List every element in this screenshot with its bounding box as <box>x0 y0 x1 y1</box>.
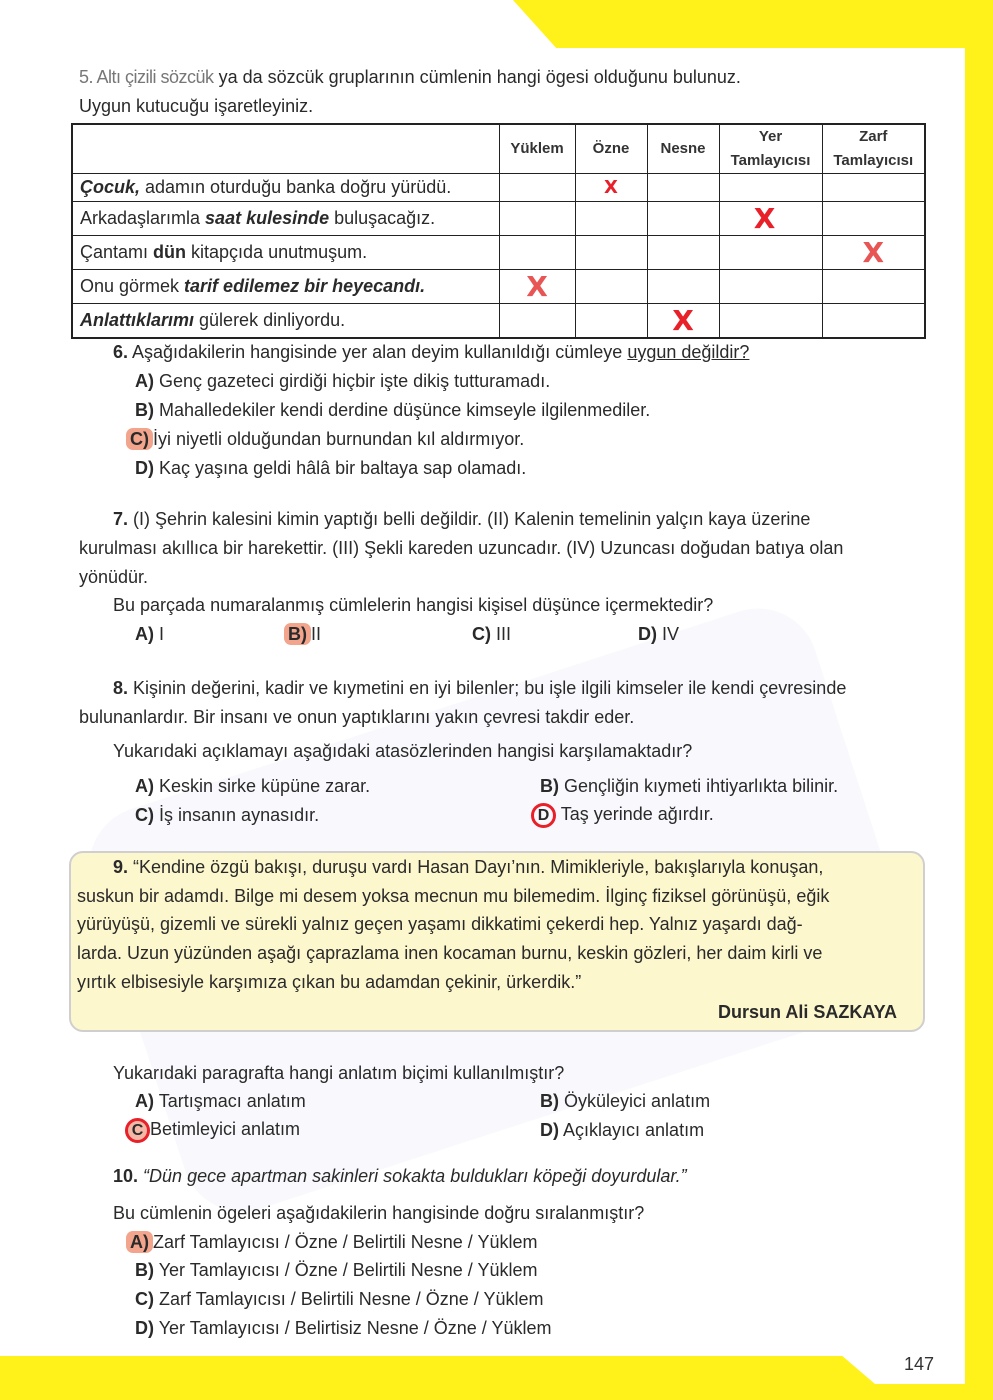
table-cell-sentence: Çantamı dün kitapçıda unutmuşum. <box>72 236 499 270</box>
element-table <box>71 123 926 339</box>
table-row <box>72 304 925 339</box>
q9-option-b[interactable]: B) Öyküleyici anlatım <box>540 1091 711 1111</box>
checkbox-cell[interactable] <box>822 304 925 339</box>
question-9-line-1: 9. “Kendine özgü bakışı, duruşu vardı Hasan Dayı’nın. Mimikleriyle, bakışlarıyla konuşan, <box>113 857 824 877</box>
q7-option-a[interactable]: A) I <box>135 624 165 644</box>
checkbox-cell[interactable] <box>647 174 719 202</box>
table-header-ozne: Özne <box>575 124 647 174</box>
page-decoration-right <box>965 0 993 1400</box>
x-mark-icon: X <box>604 177 618 198</box>
x-mark-icon: X <box>862 236 885 269</box>
q7-option-b[interactable]: B) II <box>284 623 321 645</box>
q6-option-a[interactable]: A) Genç gazeteci girdiği hiçbir işte dikiş tutturamadı. <box>135 371 551 391</box>
selected-answer-highlight: C) <box>126 428 153 450</box>
table-cell-sentence: Anlattıklarımı gülerek dinliyordu. <box>72 304 499 339</box>
checkbox-cell[interactable] <box>719 202 822 236</box>
question-8-question: Yukarıdaki açıklamayı aşağıdaki atasözlerinden hangisi karşılamaktadır? <box>113 741 693 761</box>
question-7-question: Bu parçada numaralanmış cümlelerin hangisi kişisel düşünce içermektedir? <box>113 595 714 615</box>
question-9-line-3: yürüyüşü, gizemli ve sürekli yalnız geçen yaşamı dikkatimi çekerdi hep. Yalnız yaşardı dağ- <box>77 914 803 934</box>
q6-option-b[interactable]: B) Mahalledekiler kendi derdine düşünce kimseyle ilgilenmediler. <box>135 400 651 420</box>
table-header-blank <box>72 124 499 174</box>
checkbox-cell[interactable] <box>499 304 575 339</box>
q6-option-c[interactable]: C) İyi niyetli olduğundan burnundan kıl aldırmıyor. <box>126 428 524 450</box>
question-5-instruction: 5. Altı çizili sözcük ya da sözcük gruplarının cümlenin hangi ögesi olduğunu bulunuz. <box>79 67 741 87</box>
question-5-instruction-2: Uygun kutucuğu işaretleyiniz. <box>79 96 314 116</box>
checkbox-cell[interactable] <box>647 270 719 304</box>
question-7-line-3: yönüdür. <box>79 567 149 587</box>
q10-option-d[interactable]: D) Yer Tamlayıcısı / Belirtisiz Nesne / Özne / Yüklem <box>135 1318 552 1338</box>
checkbox-cell[interactable] <box>647 304 719 339</box>
q8-option-d[interactable]: D Taş yerinde ağırdır. <box>534 803 714 828</box>
question-9-author: Dursun Ali SAZKAYA <box>718 1002 898 1022</box>
q9-option-c[interactable]: C Betimleyici anlatım <box>128 1118 300 1143</box>
checkbox-cell[interactable] <box>575 270 647 304</box>
q10-option-a[interactable]: A) Zarf Tamlayıcısı / Özne / Belirtili Nesne / Yüklem <box>126 1231 537 1253</box>
q8-option-c[interactable]: C) İş insanın aynasıdır. <box>135 805 320 825</box>
checkbox-cell[interactable] <box>647 236 719 270</box>
q9-option-a[interactable]: A) Tartışmacı anlatım <box>135 1091 306 1111</box>
table-cell-sentence: Onu görmek tarif edilemez bir heyecandı. <box>72 270 499 304</box>
page-decoration-bottom <box>0 1356 993 1400</box>
table-row <box>72 202 925 236</box>
page-decoration-top <box>513 0 993 48</box>
x-mark-icon: X <box>753 202 776 235</box>
checkbox-cell[interactable] <box>499 174 575 202</box>
question-8-line-2: bulunanlardır. Bir insanı ve onun yaptıklarını yakın çevresi takdir eder. <box>79 707 635 727</box>
table-row <box>72 236 925 270</box>
checkbox-cell[interactable] <box>822 174 925 202</box>
selected-answer-circle: D <box>531 803 556 828</box>
question-6-stem: 6. Aşağıdakilerin hangisinde yer alan deyim kullanıldığı cümleye uygun değildir? <box>113 342 750 362</box>
q7-option-d[interactable]: D) IV <box>638 624 680 644</box>
question-9-line-2: suskun bir adamdı. Bilge mi desem yoksa mecnun mu bilemedim. İlginç fiziksel görünüşü, eğik <box>77 886 830 906</box>
table-row <box>72 270 925 304</box>
q8-option-a[interactable]: A) Keskin sirke küpüne zarar. <box>135 776 371 796</box>
question-7-line-2: kurulması akıllıca bir harekettir. (III) Şekli kareden uzuncadır. (IV) Uzuncası doğudan batıya olan <box>79 538 844 558</box>
table-row <box>72 174 925 202</box>
checkbox-cell[interactable] <box>647 202 719 236</box>
question-10-question: Bu cümlenin ögeleri aşağıdakilerin hangisinde doğru sıralanmıştır? <box>113 1203 645 1223</box>
x-mark-icon: X <box>526 270 548 303</box>
table-header-yer-tamlayicisi: Yer Tamlayıcısı <box>719 124 822 174</box>
question-8-line-1: 8. Kişinin değerini, kadir ve kıymetini en iyi bilenler; bu işle ilgili kimseler ile kendi çevresinde <box>113 678 847 698</box>
checkbox-cell[interactable] <box>499 270 575 304</box>
question-7-line-1: 7. (I) Şehrin kalesini kimin yaptığı belli değildir. (II) Kalenin temelinin yalçın kaya üzerine <box>113 509 811 529</box>
checkbox-cell[interactable] <box>719 270 822 304</box>
checkbox-cell[interactable] <box>575 236 647 270</box>
table-header-yuklem: Yüklem <box>499 124 575 174</box>
checkbox-cell[interactable] <box>719 236 822 270</box>
checkbox-cell[interactable] <box>575 174 647 202</box>
checkbox-cell[interactable] <box>822 236 925 270</box>
checkbox-cell[interactable] <box>499 202 575 236</box>
checkbox-cell[interactable] <box>719 304 822 339</box>
checkbox-cell[interactable] <box>499 236 575 270</box>
checkbox-cell[interactable] <box>822 270 925 304</box>
q9-option-d[interactable]: D) Açıklayıcı anlatım <box>540 1120 705 1140</box>
question-9-question: Yukarıdaki paragrafta hangi anlatım biçimi kullanılmıştır? <box>113 1063 565 1083</box>
checkbox-cell[interactable] <box>575 304 647 339</box>
checkbox-cell[interactable] <box>719 174 822 202</box>
q6-option-d[interactable]: D) Kaç yaşına geldi hâlâ bir baltaya sap olamadı. <box>135 458 527 478</box>
table-header-zarf-tamlayicisi: Zarf Tamlayıcısı <box>822 124 925 174</box>
q8-option-b[interactable]: B) Gençliğin kıymeti ihtiyarlıkta bilinir. <box>540 776 839 796</box>
question-9-line-4: larda. Uzun yüzünden aşağı çaprazlama inen kocaman burnu, keskin gözleri, her daim kirli ve <box>77 943 823 963</box>
table-cell-sentence: Çocuk, adamın oturduğu banka doğru yürüdü. <box>72 174 499 202</box>
table-header-nesne: Nesne <box>647 124 719 174</box>
q7-option-c[interactable]: C) III <box>472 624 512 644</box>
checkbox-cell[interactable] <box>822 202 925 236</box>
selected-answer-highlight: B) <box>284 623 311 645</box>
table-cell-sentence: Arkadaşlarımla saat kulesinde buluşacağız. <box>72 202 499 236</box>
selected-answer-highlight: A) <box>126 1231 153 1253</box>
question-10-quote: 10. “Dün gece apartman sakinleri sokakta buldukları köpeği doyurdular.” <box>113 1166 687 1186</box>
x-mark-icon: X <box>672 304 694 337</box>
selected-answer-circle: C <box>125 1118 150 1143</box>
table-header-row <box>72 124 925 174</box>
q10-option-b[interactable]: B) Yer Tamlayıcısı / Özne / Belirtili Nesne / Yüklem <box>135 1260 538 1280</box>
checkbox-cell[interactable] <box>575 202 647 236</box>
q10-option-c[interactable]: C) Zarf Tamlayıcısı / Belirtili Nesne / Özne / Yüklem <box>135 1289 544 1309</box>
question-9-line-5: yırtık elbisesiyle karşımıza çıkan bu adamdan çekinir, ürkerdik.” <box>77 972 582 992</box>
page-number: 147 <box>904 1354 935 1374</box>
